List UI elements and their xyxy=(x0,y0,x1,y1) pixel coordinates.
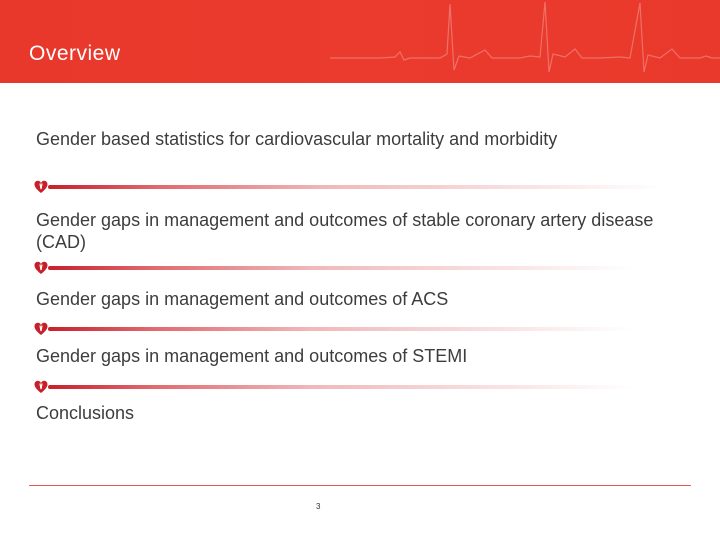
agenda-item-conclusions: Conclusions xyxy=(36,403,135,423)
agenda-item-mortality-statistics: Gender based statistics for cardiovascular mortality and morbidity xyxy=(36,129,558,149)
agenda-separator xyxy=(34,322,634,336)
agenda-item-stable-cad: Gender gaps in management and outcomes of stable coronary artery disease (CAD) xyxy=(36,210,654,252)
agenda-item-stemi: Gender gaps in management and outcomes of STEMI xyxy=(36,346,468,366)
agenda-separator xyxy=(34,380,634,394)
heart-bullet-icon xyxy=(34,380,48,394)
agenda-separator xyxy=(34,261,634,275)
slide-title: Overview xyxy=(29,42,121,65)
heart-bullet-icon xyxy=(34,180,48,194)
agenda-separator xyxy=(34,180,664,194)
heart-bullet-icon xyxy=(34,322,48,336)
heart-bullet-icon xyxy=(34,261,48,275)
header-bar xyxy=(0,0,720,83)
page-number: 3 xyxy=(316,502,321,511)
agenda-item-acs: Gender gaps in management and outcomes of ACS xyxy=(36,289,449,309)
footer-divider xyxy=(29,485,691,486)
